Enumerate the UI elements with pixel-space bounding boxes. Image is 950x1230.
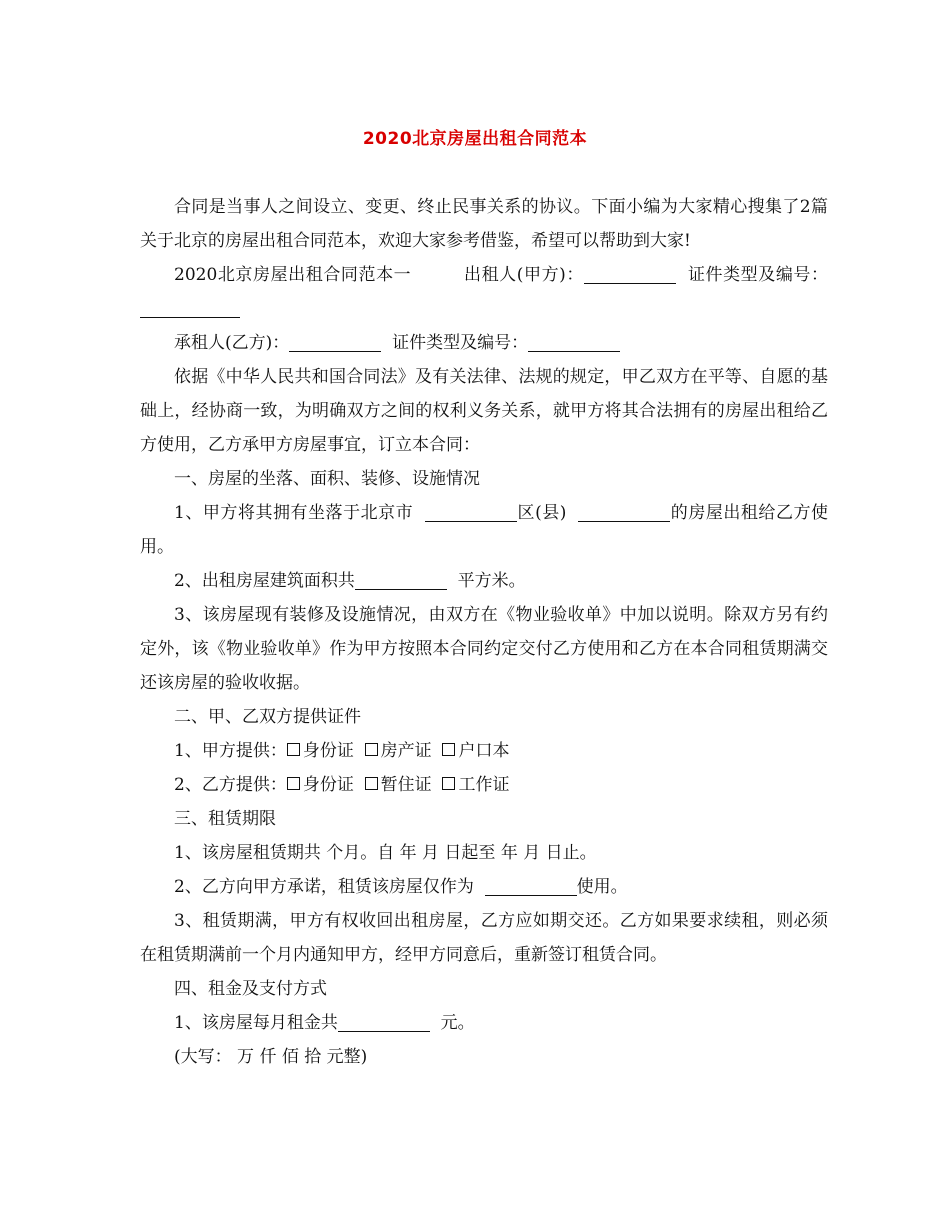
party-a-id-blank: [140, 297, 240, 318]
section-4-item-1-text-a: 1、该房屋每月租金共: [174, 1013, 338, 1033]
address-blank: [578, 501, 670, 522]
contract-one-heading: 2020北京房屋出租合同范本一: [174, 265, 412, 285]
section-1-item-2: [140, 564, 828, 598]
section-3-title: 三、租赁期限: [174, 809, 276, 829]
party-a-label: 出租人(甲方)：: [464, 265, 584, 285]
section-1-item-2-text-b: 平方米。: [457, 571, 526, 591]
checkbox: [365, 777, 378, 790]
section-2-item-1: [140, 734, 828, 768]
basis-paragraph: 依据《中华人民共和国合同法》及有关法律、法规的规定，甲乙双方在平等、自愿的基础上，经协商一致，为明确双方之间的权利义务关系，就甲方将其合法拥有的房屋出租给乙方使用，乙方承甲方房屋事宜，订立本合同：: [140, 367, 828, 455]
section-1-item-3: 3、该房屋现有装修及设施情况，由双方在《物业验收单》中加以说明。除双方另有约定外，该《物业验收单》作为甲方按照本合同约定交付乙方使用和乙方在本合同租赁期满交还该房屋的验收收据。: [140, 605, 828, 693]
document-body: [140, 190, 828, 1074]
checkbox: [442, 743, 455, 756]
section-4-item-1: [140, 1006, 828, 1040]
checkbox: [287, 743, 300, 756]
section-2-item-1-label: 1、甲方提供：: [174, 741, 287, 761]
usage-blank: [485, 875, 577, 896]
party-b-name-blank: [289, 331, 381, 352]
section-3-item-2-text-b: 使用。: [576, 877, 628, 897]
section-1-item-1-text-a: 1、甲方将其拥有坐落于北京市: [174, 503, 414, 523]
option-id-card: 身份证: [302, 741, 354, 761]
section-2-item-2-label: 2、乙方提供：: [174, 775, 287, 795]
rent-blank: [338, 1011, 430, 1032]
party-a-id-label: 证件类型及编号：: [687, 265, 829, 285]
party-b-id-label: 证件类型及编号：: [392, 333, 529, 353]
option-property-cert: 房产证: [380, 741, 432, 761]
section-1-item-1-text-b: 区(县): [517, 503, 567, 523]
section-4-title: 四、租金及支付方式: [174, 979, 327, 999]
checkbox: [287, 777, 300, 790]
checkbox: [442, 777, 455, 790]
party-a-line: [140, 258, 828, 326]
section-3-item-1: 1、该房屋租赁期共 个月。自 年 月 日起至 年 月 日止。: [174, 843, 597, 863]
checkbox: [365, 743, 378, 756]
section-1-item-2-text-a: 2、出租房屋建筑面积共: [174, 571, 355, 591]
area-blank: [355, 569, 447, 590]
section-4-item-2: (大写： 万 仟 佰 拾 元整): [174, 1047, 368, 1067]
district-blank: [425, 501, 517, 522]
section-1-item-1: [140, 496, 828, 564]
option-work-permit: 工作证: [458, 775, 510, 795]
option-temp-residence: 暂住证: [380, 775, 432, 795]
section-3-item-3: 3、租赁期满，甲方有权收回出租房屋，乙方应如期交还。乙方如果要求续租，则必须在租赁期满前一个月内通知甲方，经甲方同意后，重新签订租赁合同。: [140, 911, 828, 965]
party-b-label: 承租人(乙方)：: [174, 333, 290, 353]
section-4-item-1-text-b: 元。: [440, 1013, 475, 1033]
section-2-item-2: [140, 768, 828, 802]
option-id-card: 身份证: [302, 775, 354, 795]
option-household-register: 户口本: [458, 741, 510, 761]
section-1-item-1-text-c: 的房屋出租给乙方使用。: [140, 503, 828, 557]
document-title: 2020北京房屋出租合同范本: [362, 129, 588, 149]
section-2-title: 二、甲、乙双方提供证件: [174, 707, 361, 727]
intro-paragraph: 合同是当事人之间设立、变更、终止民事关系的协议。下面小编为大家精心搜集了2篇关于北京的房屋出租合同范本，欢迎大家参考借鉴，希望可以帮助到大家!: [140, 197, 828, 251]
party-b-line: [140, 326, 828, 360]
party-b-id-blank: [528, 331, 620, 352]
party-a-name-blank: [584, 263, 676, 284]
section-1-title: 一、房屋的坐落、面积、装修、设施情况: [174, 469, 480, 489]
section-3-item-2: [140, 870, 828, 904]
section-3-item-2-text-a: 2、乙方向甲方承诺，租赁该房屋仅作为: [174, 877, 474, 897]
